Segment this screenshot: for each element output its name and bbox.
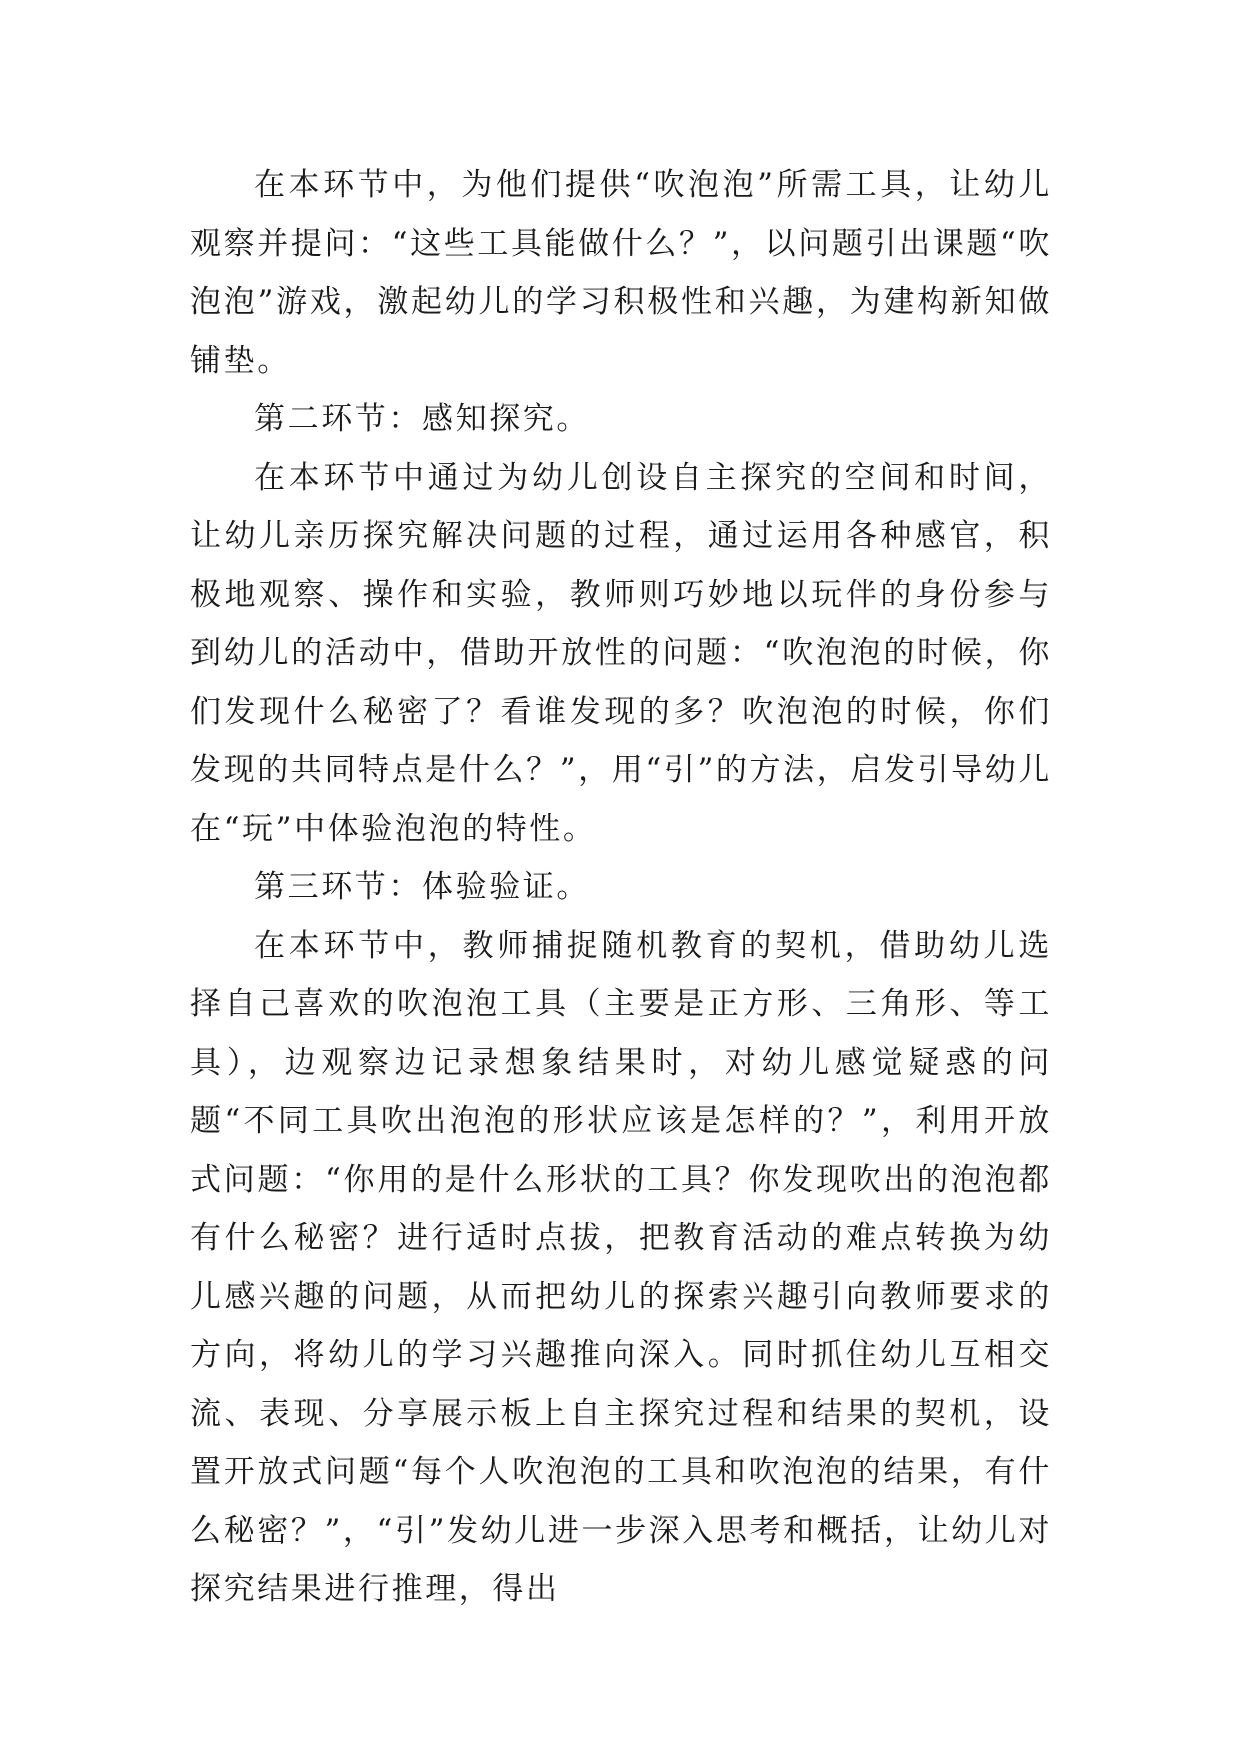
- document-body: [190, 156, 1052, 1619]
- paragraph-intro: 在本环节中，为他们提供“吹泡泡”所需工具，让幼儿观察并提问：“这些工具能做什么？”，以问题引出课题“吹泡泡”游戏，激起幼儿的学习积极性和兴趣，为建构新知做铺垫。: [190, 167, 1052, 379]
- paragraph-section-3: 在本环节中，教师捕捉随机教育的契机，借助幼儿选择自己喜欢的吹泡泡工具（主要是正方形、三角形、等工具），边观察边记录想象结果时，对幼儿感觉疑惑的问题“不同工具吹出泡泡的形状应该是怎样的？”，利用开放式问题：“你用的是什么形状的工具？你发现吹出的泡泡都有什么秘密？进行适时点拔，把教育活动的难点转换为幼儿感兴趣的问题，从而把幼儿的探索兴趣引向教师要求的方向，将幼儿的学习兴趣推向深入。同时抓住幼儿互相交流、表现、分享展示板上自主探究过程和结果的契机，设置开放式问题“每个人吹泡泡的工具和吹泡泡的结果，有什么秘密？”，“引”发幼儿进一步深入思考和概括，让幼儿对探究结果进行推理，得出: [190, 927, 1052, 1607]
- section-heading-2: 第二环节：感知探究。: [254, 401, 590, 437]
- section-heading-3: 第三环节：体验验证。: [254, 869, 590, 905]
- paragraph-section-2: 在本环节中通过为幼儿创设自主探究的空间和时间，让幼儿亲历探究解决问题的过程，通过运用各种感官，积极地观察、操作和实验，教师则巧妙地以玩伴的身份参与到幼儿的活动中，借助开放性的问题：“吹泡泡的时候，你们发现什么秘密了？看谁发现的多？吹泡泡的时候，你们发现的共同特点是什么？”，用“引”的方法，启发引导幼儿在“玩”中体验泡泡的特性。: [190, 459, 1052, 847]
